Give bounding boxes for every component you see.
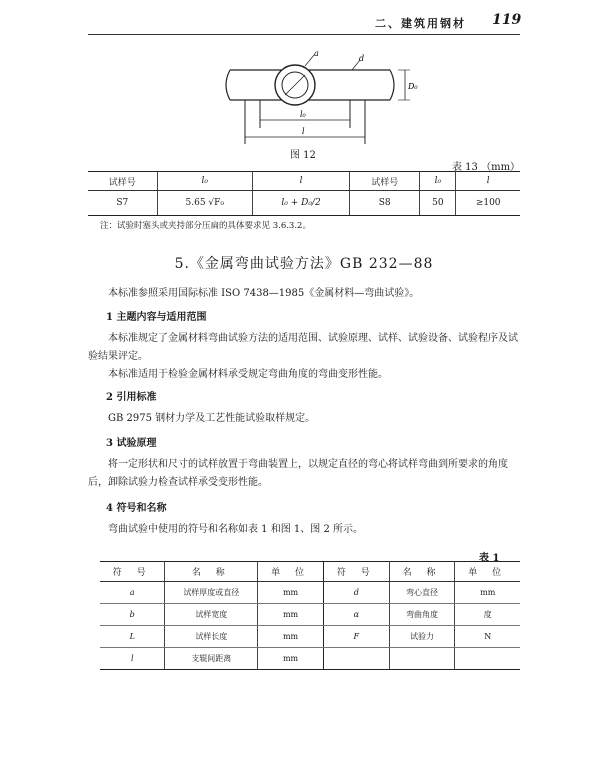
table13-cell: 50	[420, 191, 456, 216]
table13-header: l₀	[420, 172, 456, 191]
table-row	[100, 648, 520, 670]
label-l: l	[302, 127, 305, 136]
table13-caption: 表 13 （mm）	[452, 162, 521, 173]
table13-cell: S7	[88, 191, 157, 216]
header-section-title: 二、建筑用钢材	[375, 17, 466, 30]
table1-cell: 试验力	[389, 626, 455, 648]
section-paragraph: 本标准规定了金属材料弯曲试验方法的适用范围、试验原理、试样、试验设备、试验程序及试验结果评定。	[88, 333, 518, 362]
table13-header: 试样号	[88, 172, 157, 191]
table13-header: l	[456, 172, 520, 191]
running-header	[0, 12, 600, 34]
table1-cell: 弯心直径	[389, 582, 455, 604]
table1-header: 名 称	[165, 562, 258, 582]
table1-cell: N	[455, 626, 520, 648]
table1-cell: 弯曲角度	[389, 604, 455, 626]
table1-cell: L	[100, 626, 165, 648]
table-row	[100, 626, 520, 648]
section-heading: 4 符号和名称	[106, 503, 167, 514]
section-heading: 2 引用标准	[106, 392, 157, 403]
label-D0: D₀	[408, 82, 418, 91]
table1-cell: mm	[455, 582, 520, 604]
table1-cell	[389, 648, 455, 670]
table-row	[100, 582, 520, 604]
table-row	[100, 604, 520, 626]
table1-cell: α	[323, 604, 389, 626]
table1-header-row	[100, 562, 520, 582]
section-heading: 3 试验原理	[106, 438, 157, 449]
table1-cell: 试样长度	[165, 626, 258, 648]
table1-cell: mm	[258, 626, 324, 648]
table1-cell: F	[323, 626, 389, 648]
table1-cell	[455, 648, 520, 670]
table1	[100, 561, 520, 670]
label-a: a	[314, 49, 319, 58]
section-paragraph: 弯曲试验中使用的符号和名称如表 1 和图 1、图 2 所示。	[108, 524, 363, 535]
table1-cell: d	[323, 582, 389, 604]
table13	[88, 171, 520, 216]
table1-cell: 试样宽度	[165, 604, 258, 626]
table1-cell: mm	[258, 648, 324, 670]
table1-cell: a	[100, 582, 165, 604]
table1-header: 单 位	[455, 562, 520, 582]
figure-caption: 图 12	[290, 150, 316, 161]
table1-header: 符 号	[100, 562, 165, 582]
table13-header: l	[252, 172, 349, 191]
table1-cell: l	[100, 648, 165, 670]
header-rule	[88, 34, 520, 35]
table13-cell: ≥100	[456, 191, 520, 216]
table-row	[88, 191, 520, 216]
label-d: d	[359, 54, 365, 63]
section-heading: 1 主题内容与适用范围	[106, 312, 207, 323]
intro-paragraph: 本标准参照采用国际标准 ISO 7438—1985《金属材料—弯曲试验》。	[108, 288, 420, 299]
section-paragraph: 本标准适用于检验金属材料承受规定弯曲角度的弯曲变形性能。	[108, 369, 388, 380]
table13-cell: l₀ + D₀/2	[252, 191, 349, 216]
table1-cell: 度	[455, 604, 520, 626]
table1-caption: 表 1	[479, 553, 500, 564]
table1-cell: 支辊间距离	[165, 648, 258, 670]
standard-title: 5.《金属弯曲试验方法》GB 232—88	[174, 256, 434, 272]
page-number: 119	[492, 12, 522, 28]
table13-note: 注：试验时塞头或夹持部分压扁的具体要求见 3.6.3.2。	[100, 221, 311, 231]
table13-header-row	[88, 172, 520, 191]
table1-header: 名 称	[389, 562, 455, 582]
table1-cell: mm	[258, 582, 324, 604]
table1-header: 单 位	[258, 562, 324, 582]
table1-cell: b	[100, 604, 165, 626]
section-paragraph: GB 2975 钢材力学及工艺性能试验取样规定。	[108, 413, 316, 424]
table1-cell: mm	[258, 604, 324, 626]
table13-cell: 5.65 √F₀	[157, 191, 252, 216]
section-paragraph: 将一定形状和尺寸的试样放置于弯曲装置上，以规定直径的弯心将试样弯曲到所要求的角度后，卸除试验力检查试样承受变形性能。	[88, 459, 508, 488]
table13-cell: S8	[350, 191, 420, 216]
specimen-figure	[200, 48, 440, 158]
table1-cell	[323, 648, 389, 670]
label-l0: l₀	[300, 110, 306, 119]
table1-header: 符 号	[323, 562, 389, 582]
table13-header: 试样号	[350, 172, 420, 191]
table1-cell: 试样厚度或直径	[165, 582, 258, 604]
table13-header: l₀	[157, 172, 252, 191]
